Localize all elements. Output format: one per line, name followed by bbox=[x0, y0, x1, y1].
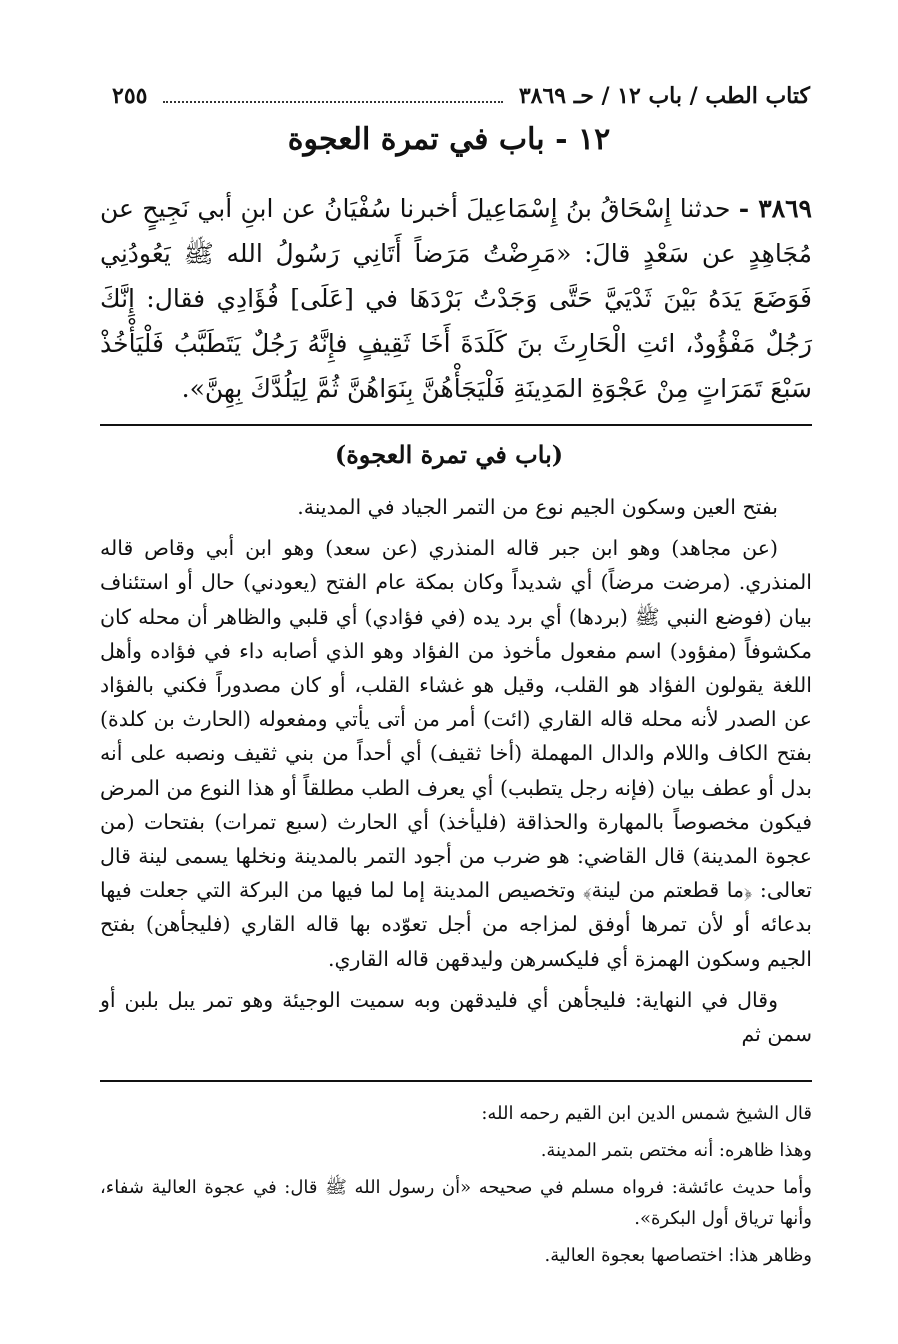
commentary-title: (باب في تمرة العجوة) bbox=[334, 440, 564, 469]
footnote-block bbox=[100, 1098, 812, 1277]
chapter-title: ١٢ - باب في تمرة العجوة bbox=[287, 122, 611, 157]
section-divider bbox=[100, 424, 812, 426]
footnote-line: وظاهر هذا: اختصاصها بعجوة العالية. bbox=[544, 1245, 812, 1266]
footnote-line: قال الشيخ شمس الدين ابن القيم رحمه الله: bbox=[481, 1103, 812, 1124]
hadith-block bbox=[100, 186, 812, 411]
hadith-number: ٣٨٦٩ - bbox=[738, 194, 812, 223]
footnote-line: وهذا ظاهره: أنه مختص بتمر المدينة. bbox=[540, 1140, 812, 1161]
hadith-text-paragraph bbox=[100, 186, 812, 411]
commentary-body bbox=[100, 490, 812, 1058]
footnote-line: وأما حديث عائشة: فرواه مسلم في صحيحه «أن رسول الله ﷺ قال: في عجوة العالية شفاء، وأنها ترياق أول البكرة». bbox=[100, 1177, 812, 1229]
running-title: كتاب الطب / باب ١٢ / حـ ٣٨٦٩ bbox=[518, 83, 810, 109]
header-dot-leader bbox=[163, 101, 502, 103]
page-number: ٢٥٥ bbox=[112, 83, 148, 109]
running-header bbox=[112, 78, 810, 114]
commentary-paragraph: (عن مجاهد) وهو ابن جبر قاله المنذري (عن سعد) وهو ابن أبي وقاص قاله المنذري. (مرضت مرضاً) أي شديداً وكان بمكة عام الفتح (يعودني) حال أو استئناف بيان (فوضع النبي ﷺ (بردها) أي برد يده (في فؤادي) أي قلبي والظاهر أن محله كان مكشوفاً (مفؤود) اسم مفعول مأخوذ من الفؤاد وهو الذي أصابه داء في فؤاده وأهل اللغة يقولون الفؤاد هو القلب، وقيل هو غشاء القلب، أو كان مصدوراً فكني بالفؤاد عن الصدر لأنه محله قاله القاري (ائت) أمر من أتى يأتي ومفعوله (الحارث بن كلدة) بفتح الكاف واللام والدال المهملة (أخا ثقيف) أي أحداً من بني ثقيف ونصبه على أنه بدل أو عطف بيان (فإنه رجل يتطبب) أي يعرف الطب مطلقاً أو هذا النوع من المرض فيكون مخصوصاً بالمهارة والحذاقة (فليأخذ) أي الحارث (سبع تمرات) بفتحات (من عجوة المدينة) قال القاضي: هو ضرب من أجود التمر بالمدينة ونخلها يسمى لينة قال تعالى: ﴿ما قطعتم من لينة﴾ وتخصيص المدينة إما لما فيها من البركة التي جعلت فيها بدعائه أو لأن تمرها أوفق لمزاجه من أجل تعوّده بها قاله القاري (فليجأهن) بفتح الجيم وسكون الهمزة أي فليكسرهن وليدقهن قاله القاري. bbox=[100, 536, 812, 971]
hadith-text: حدثنا إِسْحَاقُ بنُ إِسْمَاعِيلَ أخبرنا سُفْيَانُ عن ابنِ أبي نَجِيحٍ عن مُجَاهِدٍ عن سَعْدٍ قالَ: «مَرِضْتُ مَرَضاً أَتَانِي رَسُولُ الله ﷺ يَعُودُنِي فَوَضَعَ يَدَهُ بَيْنَ ثَدْيَيَّ حَتَّى وَجَدْتُ بَرْدَهَا في [عَلَى] فُؤَادِي فقال: إِنَّكَ رَجُلٌ مَفْؤُودٌ، ائتِ الْحَارِثَ بنَ كَلَدَةَ أَخَا ثَقِيفٍ فإِنَّهُ رَجُلٌ يَتَطَبَّبُ فَلْيَأْخُذْ سَبْعَ تَمَرَاتٍ مِنْ عَجْوَةِ المَدِينَةِ فَلْيَجَأْهُنَّ بِنَوَاهُنَّ ثُمَّ لِيَلُدَّكَ بِهِنَّ». bbox=[100, 194, 812, 403]
commentary-paragraph: وقال في النهاية: فليجأهن أي فليدقهن وبه سميت الوجيئة وهو تمر يبل بلبن أو سمن ثم bbox=[100, 987, 812, 1047]
commentary-paragraph: بفتح العين وسكون الجيم نوع من التمر الجياد في المدينة. bbox=[297, 495, 778, 519]
footnote-divider bbox=[100, 1080, 812, 1082]
